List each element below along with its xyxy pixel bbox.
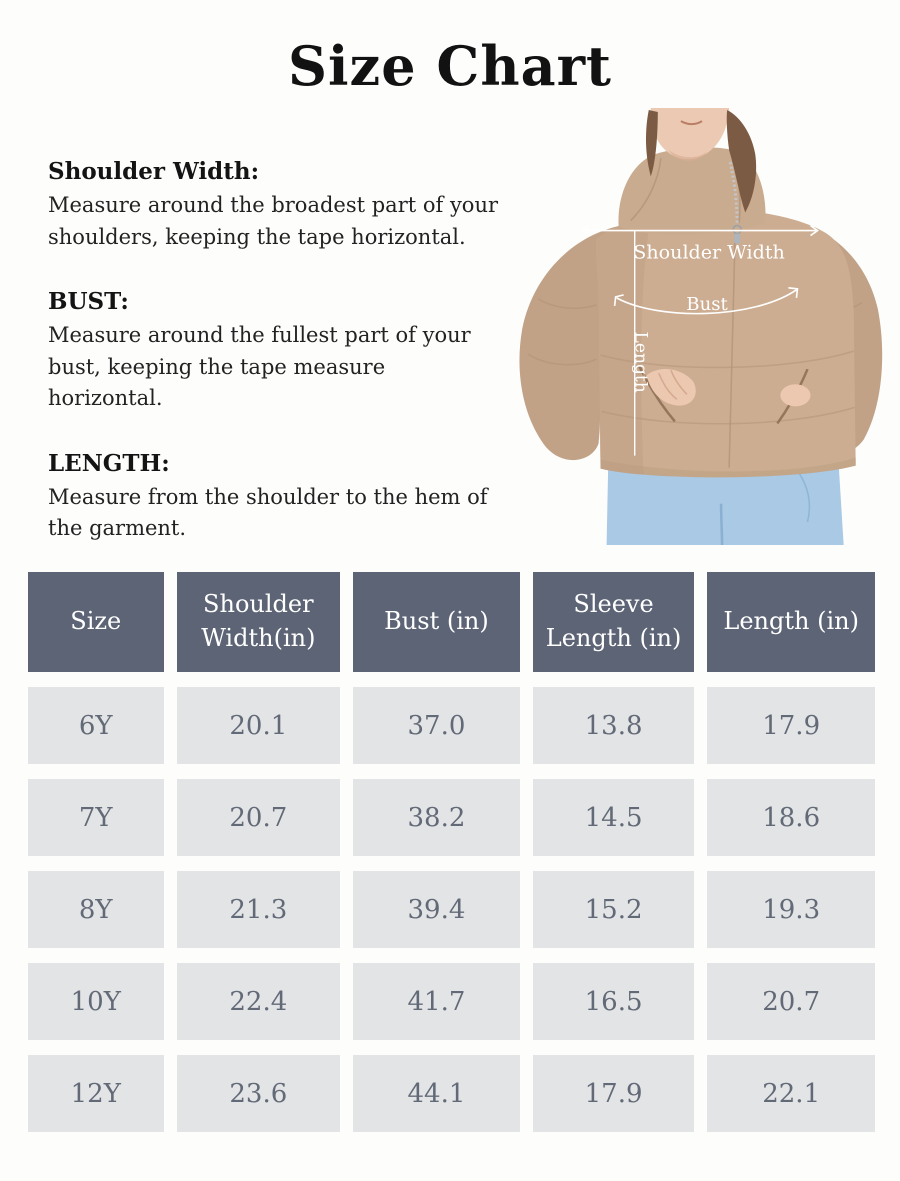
section-heading: Shoulder Width: (48, 158, 260, 185)
bust-label: Bust (686, 293, 728, 315)
table-cell: 23.6 (177, 1055, 341, 1132)
table-cell: 20.7 (177, 779, 341, 856)
size-cell: 7Y (28, 779, 164, 856)
column-header-shoulder-width: Shoulder Width(in) (177, 572, 341, 672)
column-header-size: Size (28, 572, 164, 672)
column-header-bust: Bust (in) (353, 572, 520, 672)
table-cell: 20.7 (707, 963, 875, 1040)
page-title: Size Chart (288, 34, 612, 98)
size-cell: 10Y (28, 963, 164, 1040)
jacket-measurement-diagram (498, 106, 900, 548)
guide-section-shoulder-width (48, 158, 503, 253)
table-cell: 39.4 (353, 871, 520, 948)
column-header-sleeve-length: Sleeve Length (in) (533, 572, 695, 672)
table-cell: 22.1 (707, 1055, 875, 1132)
size-cell: 8Y (28, 871, 164, 948)
table-cell: 15.2 (533, 871, 695, 948)
guide-section-length (48, 450, 503, 545)
table-cell: 41.7 (353, 963, 520, 1040)
table-cell: 13.8 (533, 687, 695, 764)
guide-section-bust (48, 288, 503, 415)
section-body: Measure around the broadest part of your shoulders, keeping the tape horizontal. (48, 193, 499, 249)
size-table (28, 572, 875, 1132)
table-cell: 18.6 (707, 779, 875, 856)
table-cell: 37.0 (353, 687, 520, 764)
table-cell: 14.5 (533, 779, 695, 856)
table-cell: 20.1 (177, 687, 341, 764)
table-cell: 44.1 (353, 1055, 520, 1132)
table-cell: 38.2 (353, 779, 520, 856)
measurement-guide (48, 158, 503, 580)
table-cell: 17.9 (533, 1055, 695, 1132)
size-cell: 12Y (28, 1055, 164, 1132)
section-body: Measure around the fullest part of your bust, keeping the tape measure horizontal. (48, 323, 471, 410)
table-cell: 21.3 (177, 871, 341, 948)
jacket-illustration (498, 106, 900, 548)
section-body: Measure from the shoulder to the hem of the garment. (48, 484, 488, 540)
table-cell: 19.3 (707, 871, 875, 948)
section-heading: BUST: (48, 288, 129, 315)
shoulder-width-label: Shoulder Width (633, 241, 785, 264)
size-cell: 6Y (28, 687, 164, 764)
table-cell: 22.4 (177, 963, 341, 1040)
length-label: Length (630, 331, 651, 393)
table-cell: 16.5 (533, 963, 695, 1040)
column-header-length: Length (in) (707, 572, 875, 672)
table-cell: 17.9 (707, 687, 875, 764)
section-heading: LENGTH: (48, 449, 170, 477)
